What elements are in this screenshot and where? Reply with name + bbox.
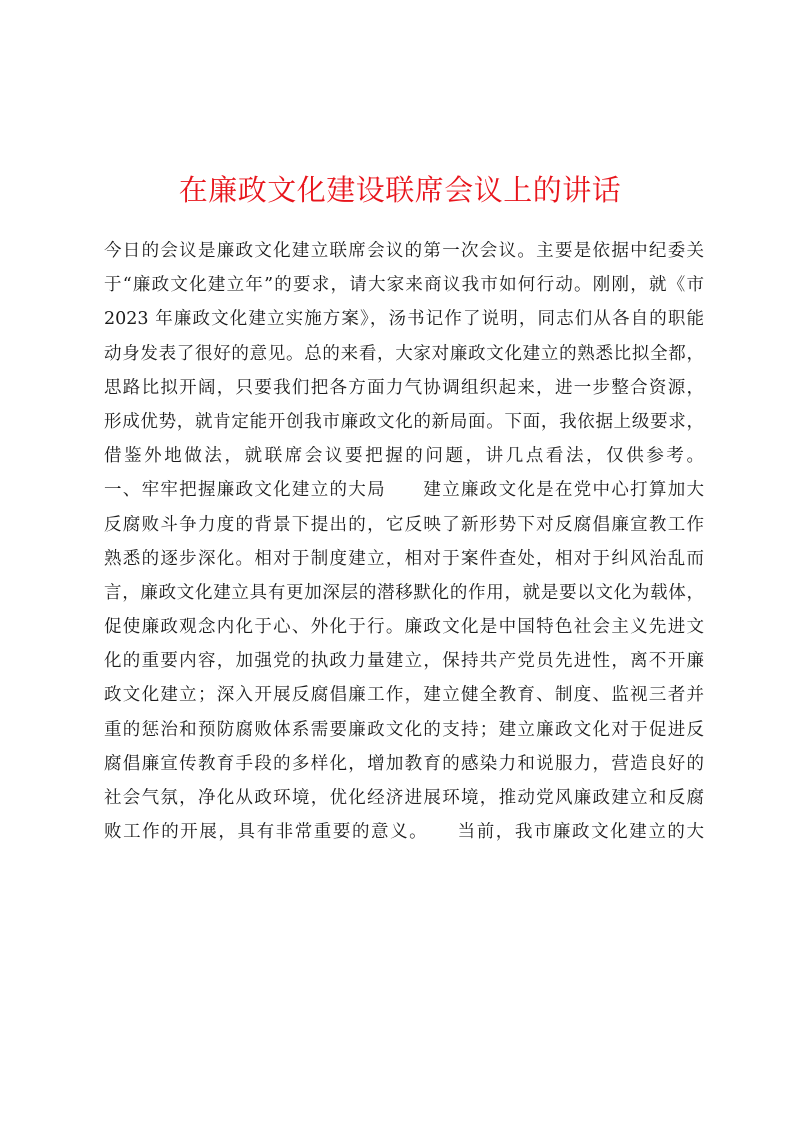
document-body: [104, 234, 704, 849]
body-line: 熟悉的逐步深化。相对于制度建立，相对于案件查处，相对于纠风治乱而: [104, 548, 704, 569]
body-line: 言，廉政文化建立具有更加深层的潜移默化的作用，就是要以文化为载体，: [104, 582, 704, 603]
body-line: 化的重要内容，加强党的执政力量建立，保持共产党员先进性，离不开廉: [104, 651, 704, 672]
body-line: 腐倡廉宣传教育手段的多样化，增加教育的感染力和说服力，营造良好的: [104, 753, 704, 774]
document-title: 在廉政文化建设联席会议上的讲话: [178, 173, 622, 207]
body-line: 促使廉政观念内化于心、外化于行。廉政文化是中国特色社会主义先进文: [104, 617, 704, 638]
section-heading-line: 一、牢牢把握廉政文化建立的大局 建立廉政文化是在党中心打算加大: [104, 480, 704, 501]
body-line: 借鉴外地做法，就联席会议要把握的问题，讲几点看法，仅供参考。: [104, 446, 704, 467]
body-line: 重的惩治和预防腐败体系需要廉政文化的支持；建立廉政文化对于促进反: [104, 719, 704, 740]
body-line: 2023 年廉政文化建立实施方案》，汤书记作了说明，同志们从各自的职能: [104, 309, 704, 330]
body-line: 反腐败斗争力度的背景下提出的，它反映了新形势下对反腐倡廉宣教工作: [104, 514, 704, 535]
body-line: 社会气氛，净化从政环境，优化经济进展环境，推动党风廉政建立和反腐: [104, 788, 704, 808]
body-line: 败工作的开展，具有非常重要的意义。 当前，我市廉政文化建立的大: [104, 822, 704, 843]
body-line: 动身发表了很好的意见。总的来看，大家对廉政文化建立的熟悉比拟全都，: [104, 343, 704, 364]
body-line: 政文化建立；深入开展反腐倡廉工作，建立健全教育、制度、监视三者并: [104, 685, 704, 706]
body-line: 今日的会议是廉政文化建立联席会议的第一次会议。主要是依据中纪委关: [104, 241, 704, 261]
body-line: 思路比拟开阔，只要我们把各方面力气协调组织起来，进一步整合资源，: [104, 377, 704, 398]
body-line: 于“廉政文化建立年”的要求，请大家来商议我市如何行动。刚刚，就《市: [104, 275, 704, 296]
body-line: 形成优势，就肯定能开创我市廉政文化的新局面。下面，我依据上级要求，: [104, 411, 704, 432]
